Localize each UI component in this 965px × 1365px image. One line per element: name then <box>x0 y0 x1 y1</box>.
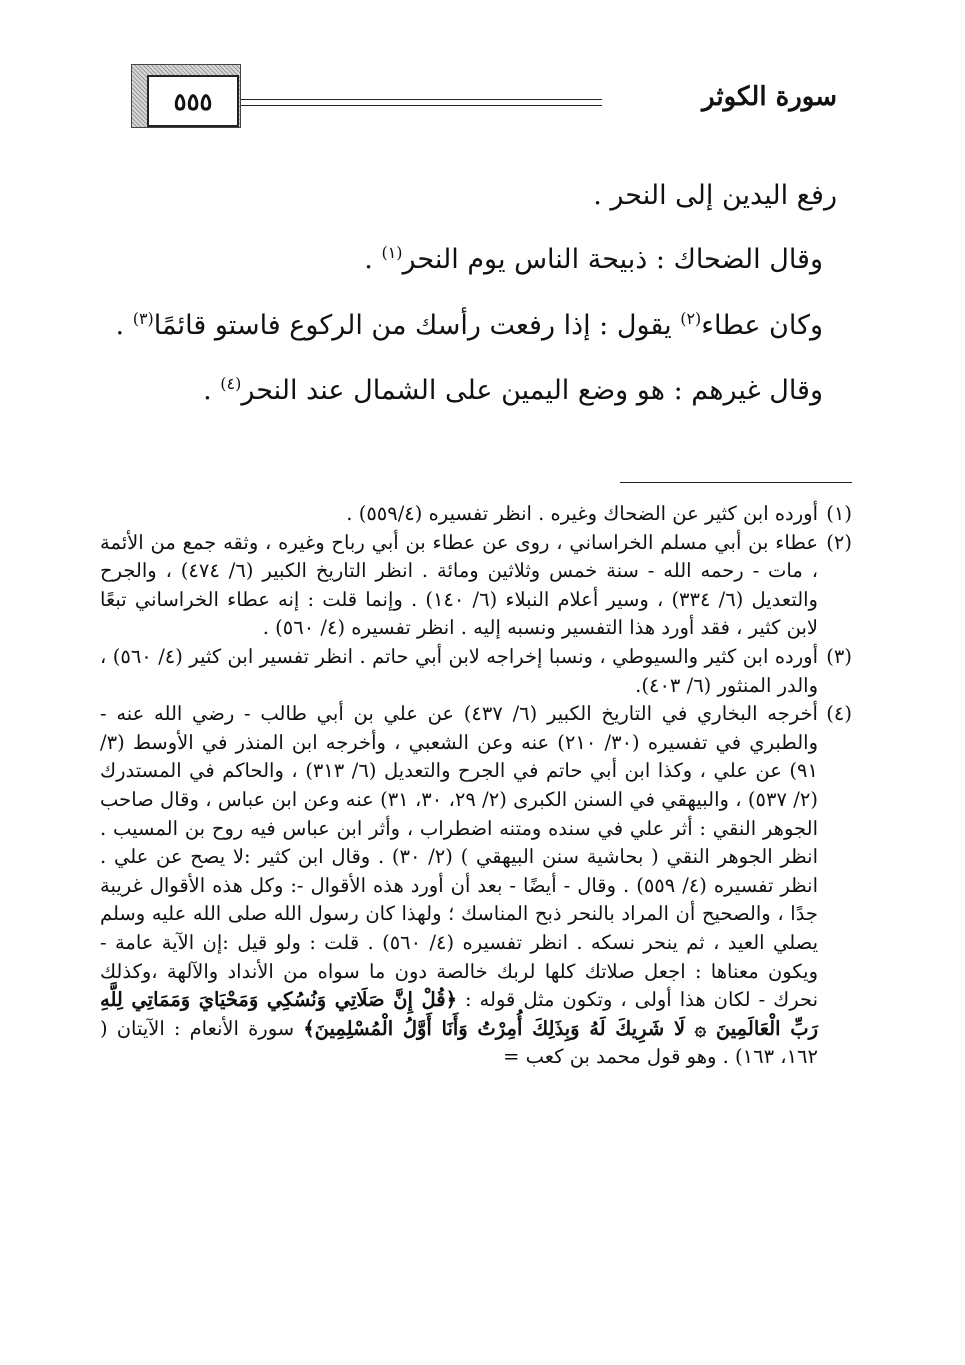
footnote-1-number: (١) <box>826 502 852 525</box>
footnote-1-text: أورده ابن كثير عن الضحاك وغيره . انظر تفسيره (٥٥٩/٤) . <box>346 502 818 525</box>
footnote-4 <box>100 700 852 1072</box>
footnote-3-number: (٣) <box>826 644 852 668</box>
main-line-1 <box>593 180 837 211</box>
main-line-3 <box>116 310 823 341</box>
main-line-3-text-b: يقول : إذا رفعت رأسك من الركوع فاستو قائمًا <box>153 310 672 341</box>
footnote-3 <box>100 643 852 700</box>
main-line-2 <box>364 244 823 275</box>
header-rule <box>240 99 602 106</box>
footnote-marker-4: (٤) <box>220 374 242 393</box>
main-line-3-period: . <box>115 310 133 341</box>
footnote-1 <box>100 500 852 529</box>
footnote-marker-1: (١) <box>381 243 403 262</box>
footnote-marker-2: (٢) <box>680 309 702 328</box>
surah-title: سورة الكوثر <box>702 82 837 112</box>
footnote-separator <box>620 482 852 483</box>
main-line-2-period: . <box>364 244 382 275</box>
footnote-4-text: أخرجه البخاري في التاريخ الكبير (٦/ ٤٣٧) عن علي بن أبي طالب - رضي الله عنه - والطبري في تفسيره (٣٠/ ٢١٠) عنه وعن الشعبي ، وأخرجه ابن المنذر في الأوسط (٣/ ٩١) عن علي ، وكذا ابن أبي حاتم في الجرح والتعديل (٦/ ٣١٣) ، والحاكم في المستدرك (٢/ ٥٣٧) ، والبيهقي في السنن الكبرى (٢/ ٢٩، ٣٠، ٣١) عنه وعن ابن عباس ، وقال صاحب الجوهر النقي : أثر علي في سنده ومتنه اضطراب ، وأثر ابن عباس فيه روح بن المسيب . انظر الجوهر النقي ( بحاشية سنن البيهقي ) (٢/ ٣٠) . وقال ابن كثير :لا يصح عن علي . انظر تفسيره (٤/ ٥٥٩) . وقال - أيضًا - بعد أن أورد هذه الأقوال -: وكل هذه الأقوال غريبة جدًا ، والصحيح أن المراد بالنحر ذبح المناسك ؛ ولهذا كان رسول الله صلى الله عليه وسلم يصلي العيد ، ثم ينحر نسكه . انظر تفسيره (٤/ ٥٦٠) . قلت : ولو قيل :إن الآية عامة - ويكون معناها : اجعل صلاتك كلها لربك خالصة دون ما سواه من الأنداد والآلهة ،وكذلك نحرك - لكان هذا أولى ، وتكون مثل قوله : <box>100 702 819 1012</box>
main-line-4-text: وقال غيرهم : هو وضع اليمين على الشمال عند النحر <box>241 375 823 406</box>
footnote-4-tail: سورة الأنعام : الآيتان ( ١٦٢، ١٦٣) . وهو قول محمد بن كعب = <box>100 1016 818 1069</box>
footnote-2-text: عطاء بن أبي مسلم الخراساني ، روى عن عطاء بن أبي رباح وغيره ، وثقه جمع من الأئمة ، مات - رحمه الله - سنة خمس وثلاثين ومائة . انظر التاريخ الكبير (٦/ ٤٧٤) ، والجرح والتعديل (٦/ ٣٣٤) ، وسير أعلام النبلاء (٦/ ١٤٠) . وإنما قلت : إنه عطاء الخراساني تبعًا لابن كثير ، فقد أورد هذا التفسير ونسبه إليه . انظر تفسيره (٤/ ٥٦٠) . <box>100 530 818 640</box>
main-line-3-text-a: وكان عطاء <box>701 310 823 341</box>
page-number: ٥٥٥ <box>173 86 213 116</box>
footnote-3-text: أورده ابن كثير والسيوطي ، ونسبا إخراجه لابن أبي حاتم . انظر تفسير ابن كثير (٤/ ٥٦٠) ، والدر المنثور (٦/ ٤٠٣). <box>100 644 818 697</box>
quran-quote: ﴿قُلْ إِنَّ صَلَاتِي وَنُسُكِي وَمَحْيَايَ وَمَمَاتِي لِلَّهِ رَبِّ الْعَالَمِينَ ۞ لَا شَرِيكَ لَهُ وَبِذَلِكَ أُمِرْتُ وَأَنَا أَوَّلُ الْمُسْلِمِينَ﴾ <box>100 988 818 1040</box>
footnote-2 <box>100 529 852 643</box>
footnote-marker-3: (٣) <box>132 309 154 328</box>
footnote-4-number: (٤) <box>826 702 852 726</box>
main-line-1-text: رفع اليدين إلى النحر . <box>593 180 837 211</box>
main-line-2-text: وقال الضحاك : ذبيحة الناس يوم النحر <box>402 244 823 275</box>
main-line-4 <box>203 375 823 406</box>
page-number-box <box>147 75 239 127</box>
main-line-4-period: . <box>203 375 221 406</box>
footnotes <box>100 500 852 1072</box>
footnote-2-number: (٢) <box>826 530 852 554</box>
